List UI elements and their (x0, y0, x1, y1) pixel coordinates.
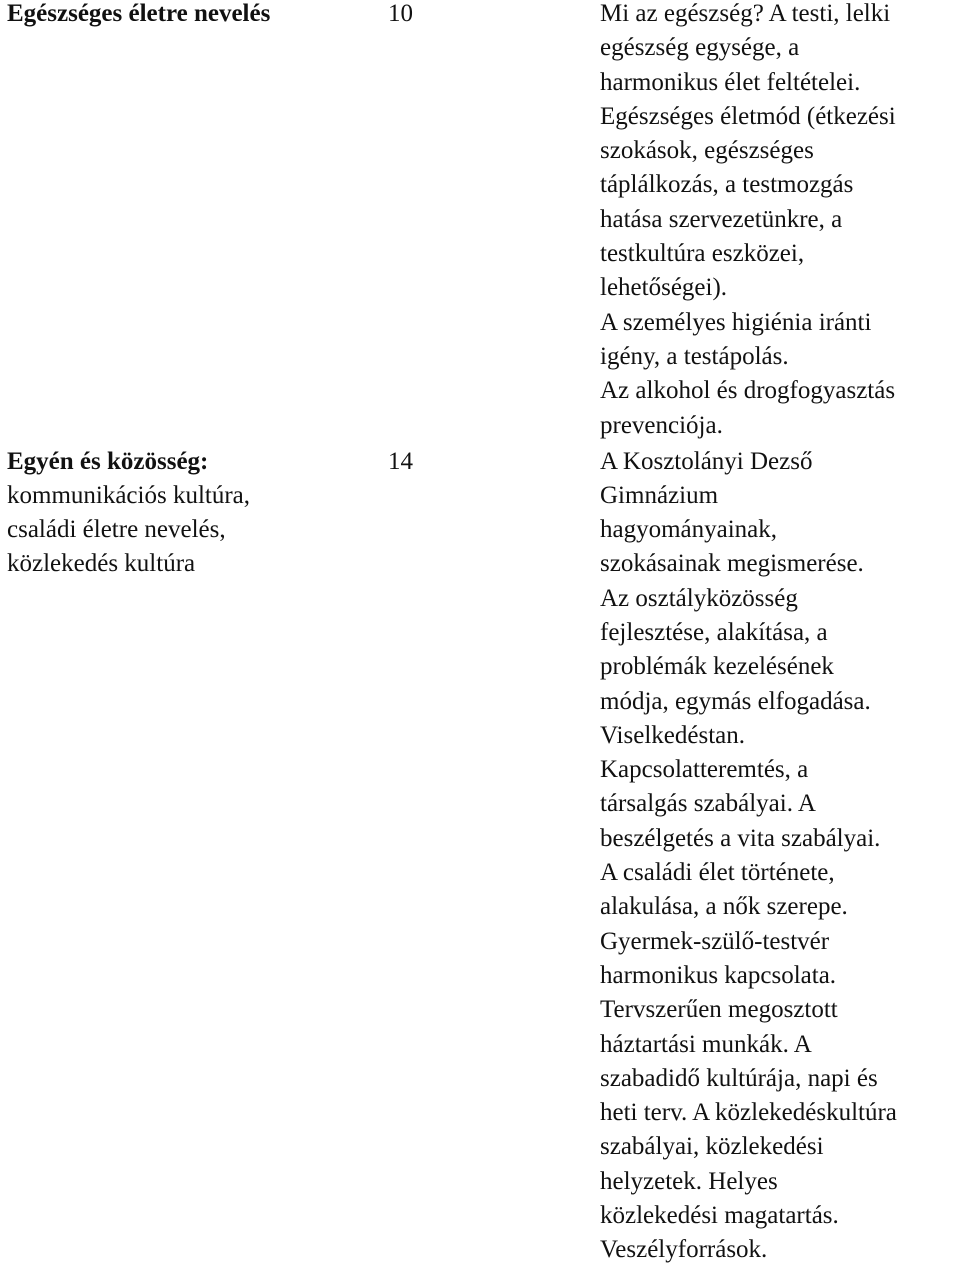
topic-cell (7, 0, 367, 31)
content-line: szokások, egészséges (600, 137, 814, 165)
content-line: harmonikus élet feltételei. (600, 68, 861, 96)
content-line: igény, a testápolás. (600, 342, 789, 370)
content-line: A személyes higiénia iránti (600, 308, 872, 336)
content-line: Viselkedéstan. (600, 721, 745, 749)
content-line: egészség egysége, a (600, 34, 800, 62)
content-line: heti terv. A közlekedéskultúra (600, 1099, 897, 1127)
content-line: Tervszerűen megosztott (600, 996, 838, 1024)
hours-cell (388, 445, 468, 479)
content-line: szabályai, közlekedési (600, 1133, 824, 1161)
content-line: szokásainak megismerése. (600, 550, 864, 578)
content-line: Egészséges életmód (étkezési (600, 102, 896, 130)
topic-subline: közlekedés kultúra (7, 550, 196, 578)
topic-title: Egészséges életre nevelés (7, 0, 271, 27)
content-line: háztartási munkák. A (600, 1030, 812, 1058)
content-line: harmonikus kapcsolata. (600, 961, 837, 989)
content-line: helyzetek. Helyes (600, 1167, 778, 1195)
content-line: társalgás szabályai. A (600, 790, 816, 818)
content-line: szabadidő kultúrája, napi és (600, 1064, 878, 1092)
content-line: A családi élet története, (600, 859, 835, 887)
content-line: Gimnázium (600, 481, 719, 509)
content-line: Kapcsolatteremtés, a (600, 756, 809, 784)
content-line: Az alkohol és drogfogyasztás (600, 377, 896, 405)
hours-value: 14 (388, 447, 413, 475)
content-line: beszélgetés a vita szabályai. (600, 824, 881, 852)
content-line: Az osztályközösség (600, 584, 798, 612)
content-line: lehetőségei). (600, 274, 728, 302)
hours-value: 10 (388, 0, 413, 27)
content-line: A Kosztolányi Dezső (600, 447, 813, 475)
content-line: problémák kezelésének (600, 653, 834, 681)
content-cell (600, 445, 960, 1268)
content-line: testkultúra eszközei, (600, 240, 805, 268)
topic-subline: családi életre nevelés, (7, 516, 226, 544)
content-cell (600, 0, 960, 443)
content-line: Gyermek-szülő-testvér (600, 927, 830, 955)
content-line: fejlesztése, alakítása, a (600, 618, 828, 646)
content-line: prevenciója. (600, 411, 723, 439)
content-line: hatása szervezetünkre, a (600, 205, 843, 233)
content-line: közlekedési magatartás. (600, 1202, 839, 1230)
content-line: hagyományainak, (600, 516, 778, 544)
content-line: alakulása, a nők szerepe. (600, 893, 848, 921)
content-line: Veszélyforrások. (600, 1236, 768, 1264)
content-line: Mi az egészség? A testi, lelki (600, 0, 891, 27)
topic-subline: kommunikációs kultúra, (7, 481, 251, 509)
topic-cell (7, 445, 367, 582)
topic-title: Egyén és közösség: (7, 447, 209, 475)
hours-cell (388, 0, 468, 31)
content-line: táplálkozás, a testmozgás (600, 171, 854, 199)
content-line: módja, egymás elfogadása. (600, 687, 871, 715)
